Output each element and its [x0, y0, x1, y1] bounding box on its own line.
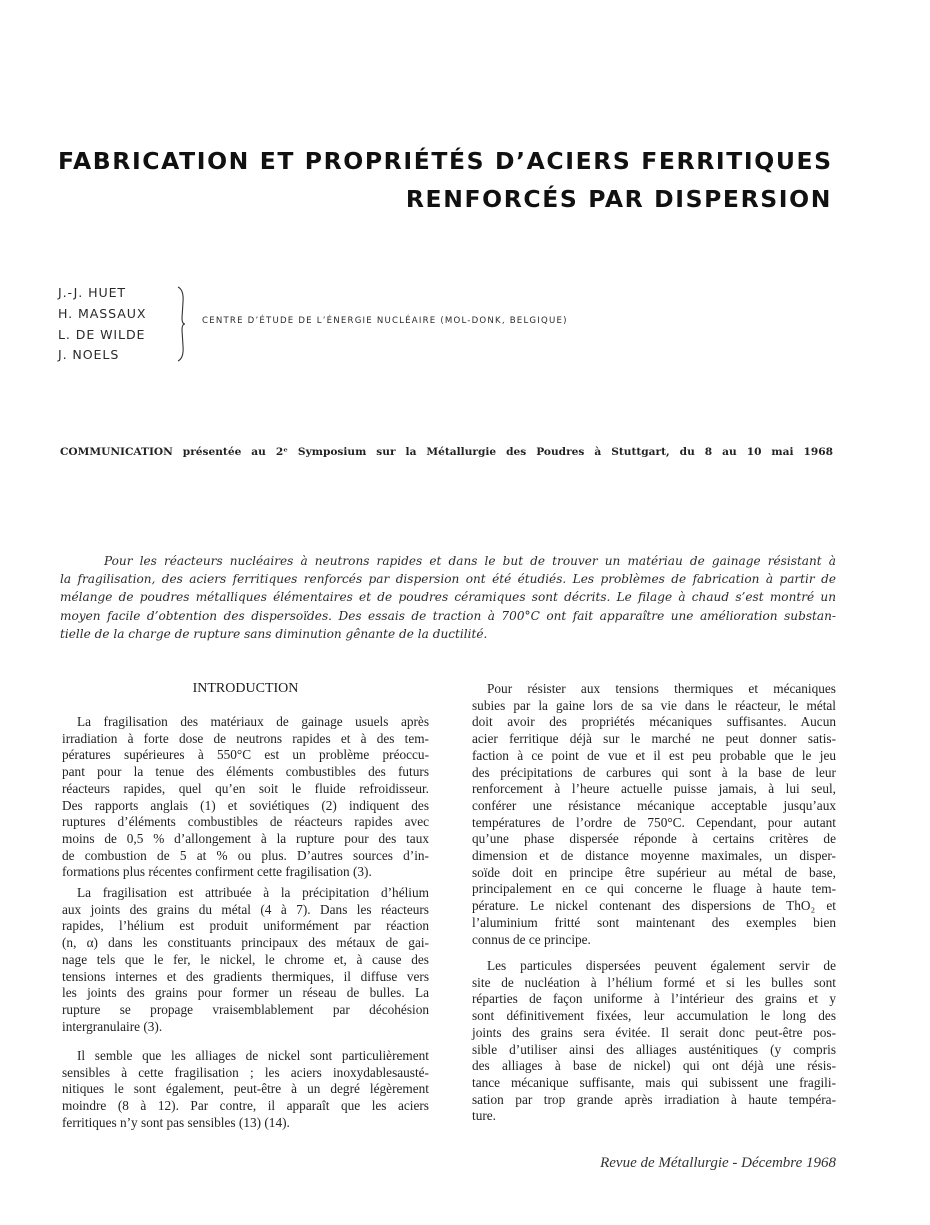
text-line: rapides, l’hélium est produit uniformément par réaction	[62, 918, 429, 934]
text-line: sible d’utiliser ainsi des alliages austénitiques (y compris	[472, 1041, 836, 1057]
text-line: réparties de façon uniforme à l’intérieur des grains et y	[472, 991, 836, 1007]
abstract-line: moyen facile d’obtention des dispersoïdes. Des essais de traction à 700°C ont fait apparaître une amélioration substan-	[60, 608, 836, 623]
text-line: nage tels que le fer, le nickel, le chrome et, à cause des	[62, 951, 429, 967]
title-line-1: FABRICATION ET PROPRIÉTÉS D’ACIERS FERRITIQUES	[58, 147, 833, 175]
text-line: joints des grains sera évitée. Il serait donc peut-être pos-	[472, 1024, 836, 1040]
text-line: subies par la gaine lors de sa vie dans le réacteur, le métal	[472, 697, 836, 713]
text-line: qu’une phase dispersée réponde à certains critères de	[472, 831, 836, 847]
author-name: H. MASSAUX	[58, 305, 147, 321]
text-line: doit avoir des propriétés mécaniques suffisantes. Aucun	[472, 714, 836, 730]
text-line: l’aluminium fritté sont maintenant des exemples bien	[472, 914, 836, 930]
text-line: site de nucléation à l’hélium formé et si les bulles sont	[472, 974, 836, 990]
text-line: Il semble que les alliages de nickel sont particulièrement	[77, 1048, 429, 1063]
text-line: intergranulaire (3).	[62, 1018, 163, 1034]
text-line: réacteurs rapides, quel qu’en soit le fluide refroidisseur.	[62, 780, 429, 796]
author-name: J.-J. HUET	[58, 285, 127, 300]
text-line: moins de 0,5 % d’allongement à la rupture pour des taux	[62, 830, 429, 846]
text-line: irradiation à forte dose de neutrons rapides et à des tem-	[62, 730, 429, 746]
text-line: connus de ce principe.	[472, 931, 591, 947]
text-line: La fragilisation des matériaux de gainage usuels après	[77, 714, 429, 729]
text-line: températures de l’ordre de 750°C. Cependant, pour autant	[472, 814, 836, 830]
text-line: rupture se propage vraisemblablement par décohésion	[62, 1001, 429, 1017]
text-line: ferritiques n’y sont pas sensibles (13) (14).	[62, 1114, 290, 1130]
text-line: ruptures d’éléments combustibles de réacteurs rapides avec	[62, 814, 429, 830]
text-line: La fragilisation est attribuée à la précipitation d’hélium	[77, 885, 429, 900]
author-name: J. NOELS	[58, 347, 120, 363]
text-line: Des rapports anglais (1) et soviétiques (2) indiquent des	[62, 797, 429, 813]
text-line: aux joints des grains du métal (4 à 7). Dans les réacteurs	[62, 901, 429, 917]
paragraph	[62, 714, 429, 881]
abstract	[60, 552, 836, 643]
text-line: les joints des grains pour former un réseau de bulles. La	[62, 985, 429, 1001]
text-line: des alliages à base de nickel) qui ont déjà une résis-	[472, 1058, 836, 1074]
author-name: L. DE WILDE	[58, 326, 146, 342]
text-line: pant pour la tenue des éléments combustibles des futurs	[62, 764, 429, 780]
text-line: ture.	[472, 1108, 496, 1124]
text-line: dimension et de distance moyenne maximales, un disper-	[472, 848, 836, 864]
author-list	[58, 283, 146, 366]
text-line: sation par trop grande après irradiation à haute tempéra-	[472, 1091, 836, 1107]
text-line: soïde doit en principe être supérieur au métal de base,	[472, 864, 836, 880]
text-line: tance mécanique suffisante, mais qui subissent une fragili-	[472, 1074, 836, 1090]
text-line: tensions internes et des gradients thermiques, il diffuse vers	[62, 968, 429, 984]
text-line: sensibles à cette fragilisation ; les aciers inoxydablesausté-	[62, 1064, 429, 1080]
text-line: formations plus récentes confirment cette fragilisation (3).	[62, 864, 372, 880]
title-line-2: RENFORCÉS PAR DISPERSION	[405, 185, 832, 213]
text-line: renforcement à l’heure actuelle puisse jamais, à lui seul,	[472, 781, 836, 797]
text-line: acier ferritique déjà sur le marché ne peut donner satis-	[472, 731, 836, 747]
text-line: principalement en ce qui concerne le fluage à haute tem-	[472, 881, 836, 897]
text-line: faction à ce point de vue et il est peu probable que le jeu	[472, 747, 836, 763]
section-heading: INTRODUCTION	[192, 681, 299, 696]
author-brace	[176, 286, 186, 362]
communication-note: COMMUNICATION présentée au 2ᵉ Symposium sur la Métallurgie des Poudres à Stuttgart, du 8 au 10 mai 1968	[60, 446, 833, 458]
paragraph	[472, 958, 836, 1125]
abstract-line: mélange de poudres métalliques élémentaires et de poudres céramiques sont décrits. Le filage à chaud s’est montré un	[60, 590, 836, 605]
text-line: sont définitivement fixées, leur accumulation le long des	[472, 1008, 836, 1024]
text-line: moindre (8 à 12). Par contre, il apparaît que les aciers	[62, 1098, 429, 1114]
paragraph	[472, 681, 836, 948]
text-line: Pour résister aux tensions thermiques et mécaniques	[487, 681, 836, 696]
text-line: des précipitations de carbures qui sont à la base de leur	[472, 764, 836, 780]
affiliation: CENTRE D’ÉTUDE DE L’ÉNERGIE NUCLÉAIRE (MOL-DONK, BELGIQUE)	[202, 316, 568, 326]
abstract-line: tielle de la charge de rupture sans diminution gênante de la ductilité.	[60, 626, 488, 641]
text-line: (n, α) dans les constituants principaux des métaux de gai-	[62, 935, 429, 951]
text-line: conférer une résistance mécanique acceptable jusqu’aux	[472, 797, 836, 813]
text-line: de combustion de 5 at % ou plus. D’autres sources d’in-	[62, 847, 429, 863]
text-line: nitiques le sont également, peut-être à un degré légèrement	[62, 1081, 429, 1097]
text-line: Les particules dispersées peuvent également servir de	[487, 958, 836, 973]
text-line: pératures supérieures à 550°C est un problème préoccu-	[62, 747, 429, 763]
abstract-line: la fragilisation, des aciers ferritiques renforcés par dispersion ont été étudiés. Les problèmes de fabrication à partir de	[60, 572, 836, 587]
abstract-line: Pour les réacteurs nucléaires à neutrons rapides et dans le but de trouver un matériau de gainage résistant à	[104, 554, 836, 568]
text-line: pérature. Le nickel contenant des dispersions de ThO₂ et	[472, 898, 836, 914]
paragraph	[62, 1048, 429, 1132]
paragraph	[62, 885, 429, 1035]
journal-footer: Revue de Métallurgie - Décembre 1968	[600, 1155, 836, 1171]
article-title	[58, 142, 832, 218]
